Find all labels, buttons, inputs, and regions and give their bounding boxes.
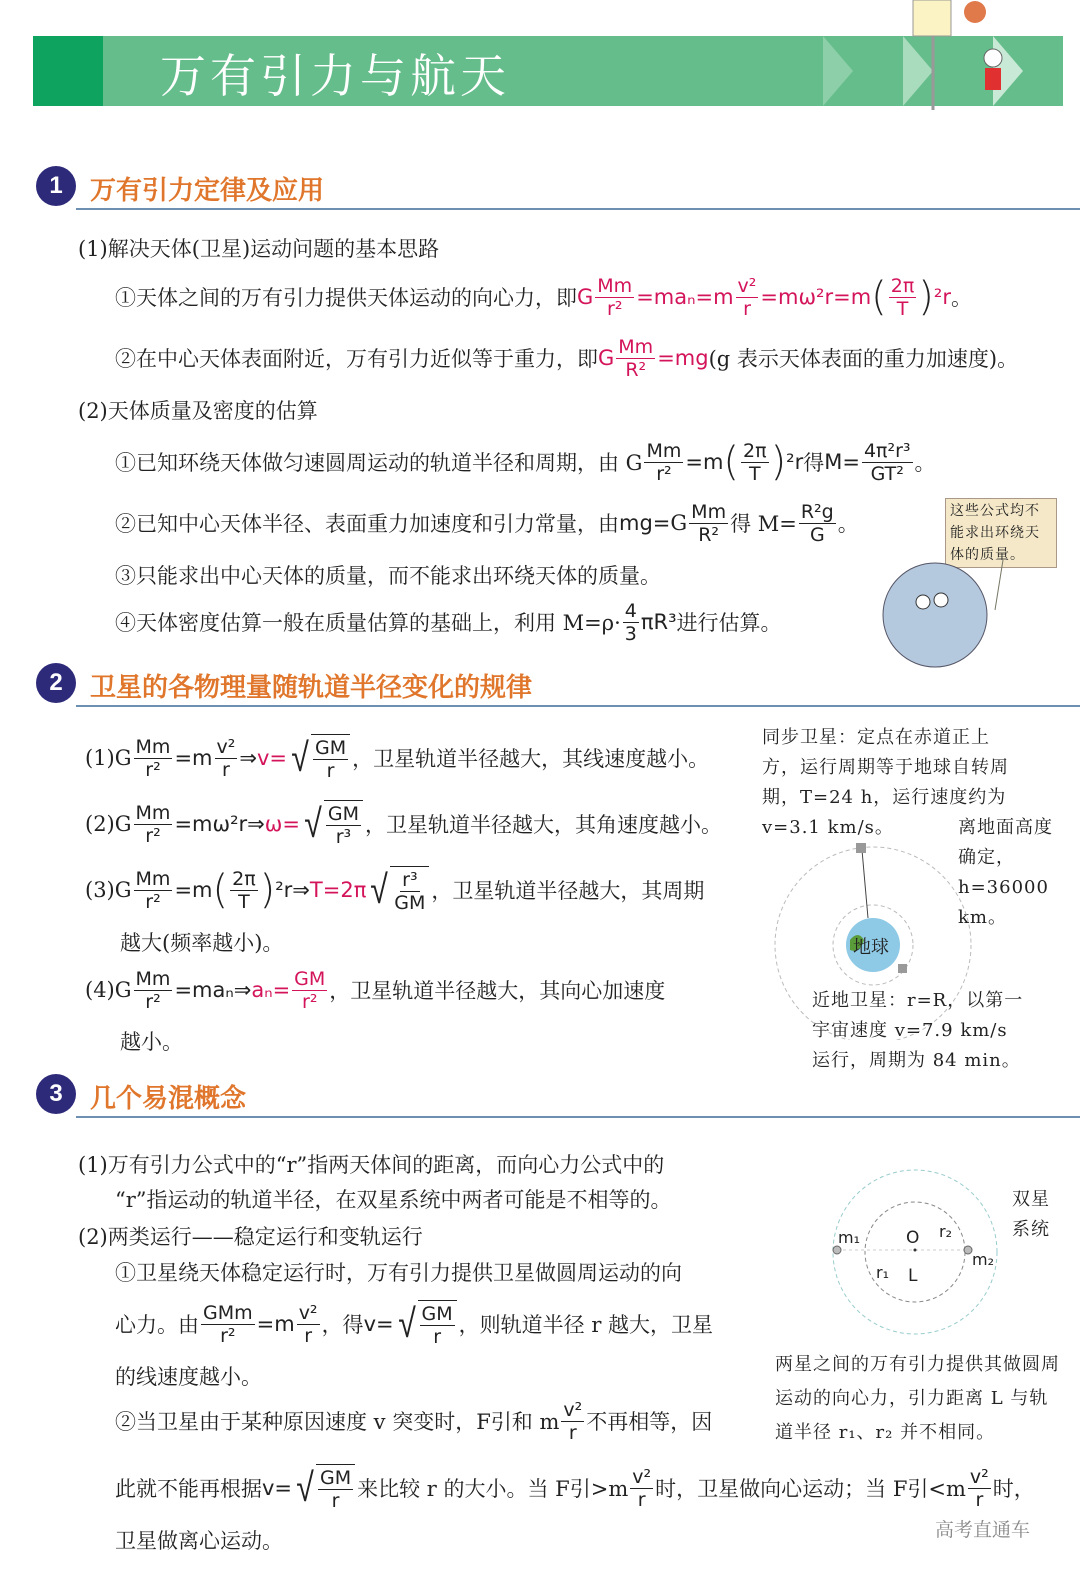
formula-segment: ²r⇒	[275, 878, 310, 902]
denominator: T	[896, 297, 909, 320]
text-line	[78, 385, 318, 435]
section-title: 卫星的各物理量随轨道半径变化的规律	[90, 673, 533, 703]
text-segment: G	[670, 511, 688, 535]
text-segment: 越大(频率越小)。	[120, 931, 284, 955]
denominator: R²	[698, 523, 720, 546]
fraction	[623, 600, 639, 645]
text-line	[120, 917, 283, 967]
parenthesis: (	[212, 867, 229, 913]
denominator: r	[331, 1490, 340, 1512]
denominator: r²	[302, 990, 318, 1013]
text-line	[85, 865, 704, 915]
text-segment: ③只能求出中心天体的质量，而不能求出环绕天体的质量。	[115, 564, 661, 588]
text-line	[115, 1247, 682, 1297]
binary-title: 双星系统	[1012, 1189, 1050, 1240]
text-segment: (3)G	[85, 878, 132, 902]
square-root	[396, 1300, 457, 1348]
denominator: r²	[145, 758, 161, 781]
denominator: r	[637, 1488, 646, 1511]
text-segment: ，卫星轨道半径越大，其向心加速度	[329, 979, 666, 1003]
text-segment: 来比较 r 的大小。当 F引>m	[357, 1477, 629, 1501]
numerator: Mm	[135, 735, 171, 758]
text-line	[85, 799, 722, 849]
fraction	[134, 968, 173, 1013]
radical-sign-icon: √	[291, 735, 309, 781]
formula-segment: =m	[256, 1312, 295, 1336]
text-segment: (g 表示天体表面的重力加速度)。	[708, 347, 1019, 371]
fraction	[134, 736, 173, 781]
denominator: r³	[335, 826, 352, 848]
numerator: Mm	[135, 801, 171, 824]
fraction	[736, 275, 759, 320]
formula-segment: =mω²r⇒	[174, 812, 265, 836]
denominator: R²	[625, 358, 647, 381]
numerator: 4	[624, 599, 637, 622]
denominator: r²	[145, 890, 161, 913]
divider	[76, 208, 1080, 210]
formula-segment: =mω²r=m	[760, 285, 872, 309]
formula-segment: G	[598, 346, 615, 370]
denominator: r	[304, 1324, 313, 1347]
text-segment: ②在中心天体表面附近，万有引力近似等于重力，即	[115, 347, 598, 371]
numerator: 2π	[890, 274, 915, 297]
page-title: 万有引力与航天	[160, 49, 510, 103]
denominator: r	[743, 297, 751, 320]
parenthesis: )	[918, 274, 934, 320]
radicand	[390, 866, 429, 914]
radical-sign-icon: √	[370, 867, 389, 913]
radicand	[311, 734, 350, 782]
fraction	[134, 868, 173, 913]
r2-label: r₂	[939, 1222, 952, 1241]
denominator: r	[326, 760, 335, 782]
formula-segment: ²r	[933, 285, 951, 309]
fraction	[741, 440, 769, 485]
numerator: 4π²r³	[863, 439, 911, 462]
denominator: T	[238, 890, 250, 913]
radicand	[324, 800, 363, 848]
text-segment: (4)G	[85, 978, 132, 1002]
text-segment: “r”指运动的轨道半径，在双星系统中两者可能是不相等的。	[115, 1188, 672, 1212]
fraction	[561, 1399, 584, 1444]
text-segment: 越小。	[120, 1030, 183, 1054]
section-number: 1	[36, 166, 76, 206]
radicand	[316, 1464, 355, 1512]
basketball-player-illustration	[905, 0, 1005, 110]
fraction	[318, 1467, 353, 1512]
denominator: r²	[220, 1324, 236, 1347]
denominator: T	[748, 462, 761, 485]
denominator: 3	[624, 622, 637, 645]
earth-label: 地球	[853, 937, 889, 958]
text-segment: ，卫星轨道半径越大，其角速度越小。	[365, 813, 722, 837]
text-line	[115, 1351, 262, 1401]
text-segment: ①卫星绕天体稳定运行时，万有引力提供卫星做圆周运动的向	[115, 1261, 682, 1285]
formula-segment: πR³	[640, 610, 677, 634]
numerator: v²	[969, 1465, 989, 1488]
text-segment: ②已知中心天体半径、表面重力加速度和引力常量，由	[115, 512, 619, 536]
text-segment: 的线速度越小。	[115, 1365, 262, 1389]
numerator: v²	[737, 274, 757, 297]
formula-segment: =maₙ⇒	[174, 978, 252, 1002]
denominator: r²	[656, 462, 672, 485]
section-title: 万有引力定律及应用	[90, 176, 325, 206]
text-line	[115, 437, 936, 487]
fraction	[889, 275, 917, 320]
radical-sign-icon: √	[304, 801, 322, 847]
fraction	[297, 1302, 320, 1347]
denominator: r	[222, 758, 230, 781]
radical-sign-icon: √	[397, 1301, 416, 1347]
formula-segment: T=2π	[309, 878, 367, 902]
sign-text: 这些公式均不能求出环绕天体的质量。	[950, 503, 1040, 563]
section-number: 2	[36, 663, 76, 703]
text-segment: (2)两类运行——稳定运行和变轨运行	[78, 1225, 423, 1249]
height-note: 离地面高度确定，h=36000 km。	[958, 817, 1053, 928]
radical-sign-icon: √	[296, 1465, 314, 1511]
fraction	[292, 968, 327, 1013]
numerator: GM	[327, 803, 359, 825]
formula-segment: ω=	[264, 812, 300, 836]
denominator: GT²	[870, 462, 904, 485]
numerator: GMm	[203, 1301, 253, 1324]
divider	[76, 1116, 1080, 1118]
text-segment: ，则轨道半径 r 越大，卫星	[458, 1313, 714, 1337]
banner-accent	[33, 36, 103, 106]
formula-segment: v=	[256, 746, 288, 770]
square-root	[302, 800, 363, 848]
numerator: Mm	[597, 274, 633, 297]
text-line	[78, 223, 439, 273]
numerator: R²g	[800, 500, 834, 523]
numerator: Mm	[691, 500, 727, 523]
formula-segment: G	[577, 285, 594, 309]
section-number: 3	[36, 1074, 76, 1114]
o-label: O	[906, 1228, 920, 1248]
numerator: v²	[632, 1465, 652, 1488]
text-segment: 此就不能再根据	[115, 1477, 262, 1501]
chevron-icon	[823, 36, 853, 106]
text-segment: 。	[950, 286, 972, 310]
denominator: r²	[145, 824, 161, 847]
text-segment: ①天体之间的万有引力提供天体运动的向心力，即	[115, 286, 577, 310]
text-line	[115, 597, 782, 647]
text-segment: 。	[914, 451, 936, 475]
watermark: 高考直通车	[935, 1519, 1031, 1541]
m2-label: m₂	[972, 1250, 994, 1269]
text-segment: (1)万有引力公式中的“r”指两天体间的距离，而向心力公式中的	[78, 1153, 665, 1177]
text-line	[115, 272, 972, 322]
fraction	[644, 440, 683, 485]
fraction	[630, 1466, 653, 1511]
fraction	[230, 868, 258, 913]
text-line	[115, 550, 661, 600]
text-line	[115, 1299, 713, 1349]
sync-satellite-note: 同步卫星：定点在赤道正上方，运行周期等于地球自转周期，T=24 h，运行速度约为 v=3.1 km/s。	[762, 727, 1009, 838]
section-title: 几个易混概念	[90, 1084, 247, 1114]
numerator: Mm	[135, 967, 171, 990]
formula-segment: ²r	[786, 450, 804, 474]
fraction	[799, 501, 836, 546]
text-line	[115, 333, 1018, 383]
r1-label: r₁	[876, 1263, 889, 1282]
numerator: v²	[298, 1301, 318, 1324]
fraction	[420, 1303, 455, 1348]
denominator: r	[975, 1488, 984, 1511]
text-segment: (1)G	[85, 746, 132, 770]
m1-label: m₁	[838, 1228, 860, 1247]
numerator: GM	[319, 1467, 352, 1489]
text-line	[85, 733, 709, 783]
formula-segment: mg=	[619, 511, 671, 535]
denominator: r	[433, 1326, 442, 1348]
fraction	[595, 275, 634, 320]
text-line	[115, 1463, 1035, 1513]
formula-segment: v=	[262, 1476, 293, 1500]
numerator: 2π	[232, 867, 256, 890]
fraction	[862, 440, 913, 485]
text-segment: (1)解决天体(卫星)运动问题的基本思路	[78, 237, 440, 261]
fraction	[689, 501, 728, 546]
text-segment: ①已知环绕天体做匀速圆周运动的轨道半径和周期，由 G	[115, 451, 643, 475]
square-root	[294, 1464, 355, 1512]
text-line	[115, 1396, 712, 1446]
formula-segment: =maₙ=m	[636, 285, 734, 309]
text-segment: ，得	[321, 1313, 364, 1337]
formula-segment: =m	[174, 746, 213, 770]
formula-segment: =mg	[657, 346, 709, 370]
denominator: r	[568, 1421, 577, 1444]
parenthesis: (	[871, 274, 887, 320]
numerator: v²	[563, 1398, 583, 1421]
text-line	[115, 498, 859, 548]
text-segment: 得 M=	[730, 512, 797, 536]
formula-segment: v=	[363, 1312, 394, 1336]
denominator: r²	[607, 297, 623, 320]
text-segment: ④天体密度估算一般在质量估算的基础上，利用 M=ρ·	[115, 611, 621, 635]
near-satellite-note: 近地卫星：r=R，以第一宇宙速度 v=7.9 km/s 运行，周期为 84 min。	[812, 990, 1024, 1071]
text-segment: (2)G	[85, 812, 132, 836]
numerator: v²	[216, 735, 236, 758]
text-segment: ，卫星轨道半径越大，其线速度越小。	[352, 747, 710, 771]
numerator: 2π	[743, 439, 767, 462]
text-segment: 时，	[992, 1477, 1035, 1501]
text-line	[85, 965, 665, 1015]
numerator: Mm	[618, 335, 654, 358]
numerator: r³	[402, 869, 418, 891]
text-line	[115, 1515, 283, 1565]
fraction	[616, 336, 655, 381]
text-segment: (2)天体质量及密度的估算	[78, 399, 318, 423]
radicand	[418, 1300, 457, 1348]
formula-segment: =m	[174, 878, 213, 902]
numerator: Mm	[135, 867, 171, 890]
numerator: GM	[421, 1303, 453, 1325]
text-segment: ②当卫星由于某种原因速度 v 突变时，F引和 m	[115, 1410, 560, 1434]
formula-segment: aₙ=	[251, 978, 291, 1002]
square-root	[368, 866, 429, 914]
text-line	[120, 1016, 183, 1066]
binary-note: 两星之间的万有引力提供其做圆周运动的向心力，引力距离 L 与轨道半径 r₁、r₂ 并不相同。	[775, 1354, 1060, 1443]
l-label: L	[908, 1266, 918, 1286]
fraction	[313, 737, 348, 782]
denominator: G	[809, 523, 825, 546]
fraction	[201, 1302, 255, 1347]
text-segment: 时，卫星做向心运动；当 F引<m	[655, 1477, 966, 1501]
text-segment: 卫星做离心运动。	[115, 1529, 283, 1553]
fraction	[968, 1466, 991, 1511]
square-root	[289, 734, 350, 782]
text-segment: 不再相等，因	[586, 1410, 713, 1434]
fraction	[134, 802, 173, 847]
denominator: GM	[394, 892, 426, 914]
text-segment: 得	[803, 451, 825, 475]
text-segment: 心力。由	[115, 1313, 199, 1337]
formula-segment: M=	[824, 450, 860, 474]
fraction	[326, 803, 361, 848]
formula-segment: ⇒	[239, 746, 257, 770]
text-segment: 。	[837, 512, 859, 536]
parenthesis: )	[770, 439, 787, 485]
fraction	[215, 736, 238, 781]
text-segment: 进行估算。	[676, 611, 782, 635]
parenthesis: )	[259, 867, 276, 913]
planet-cartoon	[875, 560, 1015, 670]
numerator: Mm	[646, 439, 682, 462]
numerator: GM	[314, 737, 347, 759]
fraction	[392, 869, 427, 914]
denominator: r²	[145, 990, 161, 1013]
divider	[76, 705, 1080, 707]
formula-segment: =m	[685, 450, 724, 474]
numerator: GM	[294, 967, 326, 990]
parenthesis: (	[723, 439, 740, 485]
text-segment: ，卫星轨道半径越大，其周期	[431, 879, 705, 903]
